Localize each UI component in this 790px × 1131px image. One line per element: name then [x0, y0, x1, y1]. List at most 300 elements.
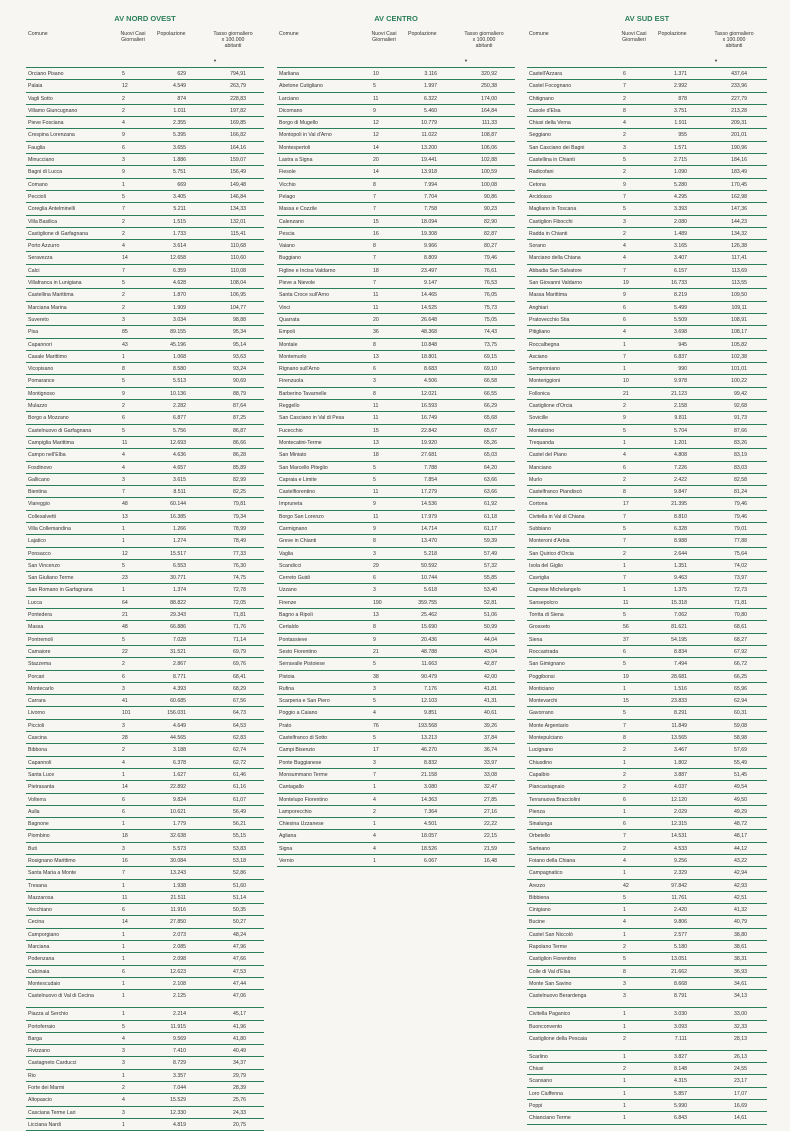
- table-row: [26, 769, 264, 781]
- table-row: [26, 1119, 264, 1131]
- cell-tasso: 65,03: [484, 452, 497, 459]
- cell-popolazione: 11.915: [170, 1023, 186, 1030]
- cell-comune: Monticiano: [529, 685, 555, 692]
- cell-comune: Rapolano Terme: [529, 944, 567, 951]
- table-row: [26, 1033, 264, 1045]
- cell-tasso: 33,97: [484, 759, 497, 766]
- cell-nuovi-casi: 1: [373, 858, 376, 864]
- column-header-comune[interactable]: Comune: [28, 31, 48, 37]
- cell-nuovi-casi: 43: [122, 341, 128, 348]
- cell-comune: Buti: [28, 845, 37, 852]
- cell-tasso: 78,99: [233, 525, 246, 532]
- cell-nuovi-casi: 8: [623, 735, 626, 742]
- cell-nuovi-casi: 5: [122, 1023, 125, 1030]
- cell-popolazione: 29.343: [170, 612, 186, 619]
- cell-nuovi-casi: 6: [122, 808, 125, 815]
- cell-comune: San Gimignano: [529, 661, 565, 668]
- cell-popolazione: 18.801: [421, 353, 437, 360]
- cell-tasso: 104,77: [230, 304, 246, 311]
- cell-popolazione: 5.395: [173, 132, 186, 139]
- cell-popolazione: 8.809: [424, 255, 437, 262]
- cell-popolazione: 5.513: [173, 378, 186, 385]
- table-row: [527, 1008, 767, 1020]
- cell-comune: Montespertoli: [279, 144, 311, 151]
- table-row: [527, 179, 767, 191]
- cell-nuovi-casi: 1: [373, 784, 376, 791]
- cell-popolazione: 1.371: [674, 71, 687, 77]
- column-header-popolazione[interactable]: Popolazione: [658, 31, 687, 37]
- cell-comune: Forte dei Marmi: [28, 1085, 65, 1092]
- cell-tasso: 106,06: [481, 144, 497, 151]
- cell-nuovi-casi: 4: [623, 255, 626, 262]
- table-row: [527, 462, 767, 474]
- cell-popolazione: 20.436: [421, 636, 437, 643]
- column-header-popolazione[interactable]: Popolazione: [408, 31, 437, 37]
- cell-comune: Montevarchi: [529, 698, 558, 705]
- cell-tasso: 57,32: [484, 562, 497, 569]
- section-av-centro: [277, 0, 515, 867]
- cell-popolazione: 3.614: [173, 243, 186, 250]
- cell-popolazione: 10.848: [421, 341, 437, 348]
- cell-comune: Campagnatico: [529, 870, 563, 877]
- cell-comune: Subbiano: [529, 525, 551, 532]
- cell-nuovi-casi: 13: [373, 439, 379, 446]
- cell-tasso: 59,39: [484, 538, 497, 545]
- cell-comune: Mazzarosa: [28, 894, 54, 901]
- cell-tasso: 166,82: [230, 132, 246, 139]
- cell-tasso: 49,54: [734, 784, 747, 791]
- cell-popolazione: 8.988: [674, 538, 687, 545]
- cell-popolazione: 2.029: [674, 808, 687, 815]
- table-row: [527, 400, 767, 412]
- cell-tasso: 90,86: [484, 193, 497, 200]
- table-row: [277, 191, 515, 203]
- cell-tasso: 27,85: [484, 796, 497, 803]
- cell-comune: Capannoli: [28, 759, 52, 766]
- cell-nuovi-casi: 2: [122, 403, 125, 410]
- cell-comune: Figline e Incisa Valdarno: [279, 267, 336, 274]
- cell-tasso: 22,15: [484, 833, 497, 840]
- table-row: [527, 240, 767, 252]
- cell-comune: Villafranca in Lunigiana: [28, 280, 82, 287]
- cell-comune: Bagni di Lucca: [28, 169, 63, 176]
- cell-nuovi-casi: 1: [623, 1078, 626, 1085]
- cell-tasso: 82,99: [233, 476, 246, 483]
- cell-comune: Pietrasanta: [28, 784, 55, 791]
- cell-tasso: 76,61: [484, 267, 497, 274]
- cell-popolazione: 13.470: [421, 538, 437, 545]
- cell-popolazione: 9.847: [674, 489, 687, 496]
- table-row: [527, 781, 767, 793]
- cell-tasso: 50,35: [233, 907, 246, 914]
- cell-comune: Torrita di Siena: [529, 612, 564, 619]
- cell-nuovi-casi: 42: [623, 882, 629, 889]
- cell-popolazione: 629: [177, 71, 186, 77]
- cell-tasso: 36,93: [734, 968, 747, 975]
- cell-popolazione: 50.592: [421, 562, 437, 569]
- table-row: [527, 609, 767, 621]
- cell-nuovi-casi: 5: [122, 636, 125, 643]
- cell-comune: Calcinaia: [28, 968, 50, 975]
- cell-popolazione: 1.201: [674, 439, 687, 446]
- cell-tasso: 42,94: [734, 870, 747, 877]
- cell-tasso: 42,93: [734, 882, 747, 889]
- cell-nuovi-casi: 1: [623, 1090, 626, 1097]
- cell-tasso: 64,53: [233, 722, 246, 729]
- cell-comune: Trequanda: [529, 439, 554, 446]
- cell-nuovi-casi: 2: [623, 169, 626, 176]
- sort-desc-icon[interactable]: ▼: [464, 58, 468, 63]
- table-row: [527, 966, 767, 978]
- cell-popolazione: 12.623: [170, 968, 186, 975]
- cell-popolazione: 2.125: [173, 993, 186, 1000]
- cell-comune: Abetone Cutigliano: [279, 83, 323, 90]
- cell-nuovi-casi: 2: [623, 1066, 626, 1073]
- cell-comune: Castellina Marittima: [28, 292, 74, 299]
- cell-popolazione: 15.517: [170, 550, 186, 557]
- cell-nuovi-casi: 13: [373, 353, 379, 360]
- sort-desc-icon[interactable]: ▼: [714, 58, 718, 63]
- cell-tasso: 55,85: [484, 575, 497, 582]
- cell-comune: Certaldo: [279, 624, 299, 631]
- cell-nuovi-casi: 5: [623, 525, 626, 532]
- cell-popolazione: 12.658: [170, 255, 186, 262]
- cell-tasso: 51,60: [233, 882, 246, 889]
- cell-popolazione: 12.693: [170, 439, 186, 446]
- table-row: [527, 203, 767, 215]
- cell-comune: Rignano sull'Arno: [279, 366, 320, 373]
- cell-nuovi-casi: 21: [373, 648, 379, 655]
- table-row: [277, 671, 515, 683]
- cell-comune: Castell'Azzara: [529, 71, 562, 77]
- table-row: [277, 794, 515, 806]
- cell-nuovi-casi: 23: [122, 575, 128, 582]
- table-row: [527, 707, 767, 719]
- table-row: [277, 326, 515, 338]
- cell-comune: Colle di Val d'Elsa: [529, 968, 571, 975]
- cell-nuovi-casi: 11: [373, 304, 379, 311]
- cell-nuovi-casi: 6: [623, 821, 626, 828]
- table-row: [26, 1070, 264, 1082]
- cell-nuovi-casi: 5: [122, 427, 125, 434]
- cell-comune: Larciano: [279, 95, 299, 102]
- column-header-tasso[interactable]: Tasso giornaliero x 100.000 abitanti: [714, 31, 754, 49]
- column-header-nuovi-casi[interactable]: Nuovi Casi Giornalieri: [371, 31, 397, 43]
- table-row: [26, 1082, 264, 1094]
- cell-popolazione: 6.843: [674, 1115, 687, 1122]
- cell-popolazione: 8.580: [173, 366, 186, 373]
- cell-popolazione: 14.465: [421, 292, 437, 299]
- table-row: [277, 486, 515, 498]
- cell-nuovi-casi: 4: [122, 1097, 125, 1104]
- table-row: [527, 302, 767, 314]
- cell-comune: Anghiari: [529, 304, 549, 311]
- cell-comune: Fiesole: [279, 169, 296, 176]
- cell-popolazione: 8.810: [674, 513, 687, 520]
- cell-tasso: 110,60: [230, 255, 246, 262]
- cell-tasso: 42,51: [734, 894, 747, 901]
- cell-comune: Pitigliano: [529, 329, 551, 336]
- cell-popolazione: 2.073: [173, 931, 186, 938]
- cell-popolazione: 6.553: [173, 562, 186, 569]
- cell-popolazione: 7.226: [674, 464, 687, 471]
- cell-tasso: 66,29: [484, 403, 497, 410]
- cell-tasso: 51,06: [484, 612, 497, 619]
- table-row: [277, 830, 515, 842]
- cell-tasso: 110,08: [230, 267, 246, 274]
- table-row: [277, 240, 515, 252]
- table-row: [527, 486, 767, 498]
- cell-nuovi-casi: 9: [373, 107, 376, 114]
- cell-tasso: 108,17: [731, 329, 747, 336]
- cell-nuovi-casi: 1: [122, 525, 125, 532]
- cell-popolazione: 6.157: [674, 267, 687, 274]
- cell-popolazione: 1.911: [674, 120, 687, 127]
- cell-nuovi-casi: 14: [122, 784, 128, 791]
- cell-popolazione: 1.870: [173, 292, 186, 299]
- cell-comune: Minucciano: [28, 157, 55, 164]
- cell-nuovi-casi: 1: [623, 870, 626, 877]
- table-row: [277, 339, 515, 351]
- cell-popolazione: 14.536: [421, 501, 437, 508]
- cell-tasso: 74,43: [484, 329, 497, 336]
- cell-tasso: 184,16: [731, 157, 747, 164]
- cell-tasso: 100,59: [481, 169, 497, 176]
- cell-comune: Pelago: [279, 193, 296, 200]
- cell-comune: Quarrata: [279, 316, 300, 323]
- cell-nuovi-casi: 8: [623, 968, 626, 975]
- cell-comune: Castiglione di Garfagnana: [28, 230, 88, 237]
- column-header-comune[interactable]: Comune: [279, 31, 299, 37]
- cell-comune: Rosignano Marittimo: [28, 858, 76, 864]
- cell-nuovi-casi: 1: [122, 993, 125, 1000]
- cell-popolazione: 4.808: [674, 452, 687, 459]
- cell-popolazione: 11.663: [421, 661, 437, 668]
- cell-comune: Manciano: [529, 464, 552, 471]
- table-row: [26, 1057, 264, 1069]
- cell-tasso: 24,33: [233, 1109, 246, 1116]
- cell-nuovi-casi: 14: [122, 255, 128, 262]
- cell-tasso: 49,50: [734, 796, 747, 803]
- cell-comune: Seggiano: [529, 132, 551, 139]
- cell-comune: San Vincenzo: [28, 562, 60, 569]
- cell-nuovi-casi: 14: [122, 919, 128, 926]
- cell-popolazione: 2.715: [674, 157, 687, 164]
- cell-tasso: 79,46: [734, 501, 747, 508]
- column-header-comune[interactable]: Comune: [529, 31, 549, 37]
- cell-nuovi-casi: 5: [623, 612, 626, 619]
- table-row: [277, 572, 515, 584]
- cell-popolazione: 9.256: [674, 858, 687, 864]
- cell-nuovi-casi: 19: [623, 673, 629, 680]
- cell-comune: Porto Azzurro: [28, 243, 60, 250]
- table-row: [527, 1075, 767, 1087]
- cell-tasso: 53,83: [233, 845, 246, 852]
- cell-popolazione: 8.729: [173, 1060, 186, 1067]
- section-title: AV NORD OVEST: [114, 14, 176, 23]
- cell-popolazione: 60.685: [170, 698, 186, 705]
- cell-comune: Santa Luce: [28, 771, 55, 778]
- cell-comune: Castel San Niccolò: [529, 931, 573, 938]
- cell-tasso: 109,11: [731, 304, 747, 311]
- cell-tasso: 28,13: [734, 1035, 747, 1042]
- cell-tasso: 93,63: [233, 353, 246, 360]
- table-row: [527, 621, 767, 633]
- cell-tasso: 62,74: [233, 747, 246, 754]
- cell-tasso: 47,06: [233, 993, 246, 1000]
- cell-popolazione: 2.422: [674, 476, 687, 483]
- cell-popolazione: 81.621: [671, 624, 687, 631]
- cell-tasso: 61,92: [484, 501, 497, 508]
- cell-comune: Bucine: [529, 919, 545, 926]
- cell-tasso: 250,38: [481, 83, 497, 90]
- cell-comune: San Giovanni Valdarno: [529, 280, 582, 287]
- table-row: [26, 781, 264, 793]
- column-header-tasso[interactable]: Tasso giornaliero x 100.000 abitanti: [213, 31, 253, 49]
- cell-popolazione: 54.195: [671, 636, 687, 643]
- cell-popolazione: 13.213: [421, 735, 437, 742]
- cell-nuovi-casi: 18: [373, 267, 379, 274]
- table-row: [26, 388, 264, 400]
- cell-comune: Vagli Sotto: [28, 95, 53, 102]
- cell-nuovi-casi: 1: [122, 1121, 125, 1128]
- cell-tasso: 80,27: [484, 243, 497, 250]
- cell-comune: Seravezza: [28, 255, 53, 262]
- cell-tasso: 20,75: [233, 1121, 246, 1128]
- cell-nuovi-casi: 21: [122, 612, 128, 619]
- table-row: [277, 129, 515, 141]
- table-row: [277, 252, 515, 264]
- cell-popolazione: 7.044: [173, 1085, 186, 1092]
- table-row: [26, 523, 264, 535]
- table-row: [527, 941, 767, 953]
- cell-tasso: 169,85: [230, 120, 246, 127]
- cell-tasso: 76,05: [484, 292, 497, 299]
- cell-comune: San Casciano in Val di Pesa: [279, 415, 345, 422]
- cell-tasso: 108,04: [230, 280, 246, 287]
- cell-nuovi-casi: 7: [122, 489, 125, 496]
- table-row: [26, 609, 264, 621]
- cell-popolazione: 18.526: [421, 845, 437, 852]
- table-row: [26, 658, 264, 670]
- cell-comune: San Romano in Garfagnana: [28, 587, 93, 594]
- table-row: [26, 929, 264, 941]
- cell-tasso: 42,00: [484, 673, 497, 680]
- cell-tasso: 74,75: [233, 575, 246, 582]
- column-header-nuovi-casi[interactable]: Nuovi Casi Giornalieri: [120, 31, 146, 43]
- cell-comune: Sinalunga: [529, 821, 553, 828]
- cell-tasso: 24,55: [734, 1066, 747, 1073]
- cell-popolazione: 5.509: [674, 316, 687, 323]
- table-row: [26, 425, 264, 437]
- cell-comune: Caprese Michelangelo: [529, 587, 581, 594]
- table-row: [527, 572, 767, 584]
- table-row: [26, 1008, 264, 1020]
- cell-popolazione: 5.704: [674, 427, 687, 434]
- table-row: [277, 658, 515, 670]
- cell-popolazione: 4.533: [674, 845, 687, 852]
- cell-popolazione: 4.819: [173, 1121, 186, 1128]
- cell-nuovi-casi: 8: [373, 341, 376, 348]
- cell-nuovi-casi: 3: [623, 218, 626, 225]
- section-av-nord-ovest: [26, 0, 264, 1131]
- table-row: [26, 105, 264, 117]
- cell-tasso: 69,79: [233, 648, 246, 655]
- cell-popolazione: 3.407: [674, 255, 687, 262]
- cell-comune: Orbetello: [529, 833, 551, 840]
- cell-tasso: 146,84: [230, 193, 246, 200]
- cell-tasso: 26,13: [734, 1053, 747, 1060]
- cell-popolazione: 5.460: [424, 107, 437, 114]
- table-row: [277, 68, 515, 80]
- table-row: [527, 191, 767, 203]
- cell-tasso: 62,72: [233, 759, 246, 766]
- cell-tasso: 109,50: [731, 292, 747, 299]
- cell-popolazione: 3.827: [674, 1053, 687, 1060]
- cell-tasso: 102,88: [481, 157, 497, 164]
- cell-comune: Vaglia: [279, 550, 294, 557]
- cell-tasso: 78,49: [233, 538, 246, 545]
- cell-comune: Piccioli: [28, 722, 45, 729]
- cell-comune: Chitignano: [529, 95, 554, 102]
- cell-tasso: 213,28: [731, 107, 747, 114]
- cell-nuovi-casi: 12: [373, 132, 379, 139]
- table-row: [527, 978, 767, 990]
- cell-popolazione: 32.638: [170, 833, 186, 840]
- table-row: [26, 351, 264, 363]
- cell-nuovi-casi: 2: [122, 95, 125, 102]
- table-row: [277, 363, 515, 375]
- cell-tasso: 81,24: [734, 489, 747, 496]
- cell-popolazione: 4.649: [173, 722, 186, 729]
- column-header-popolazione[interactable]: Popolazione: [157, 31, 186, 37]
- table-row: [26, 880, 264, 892]
- cell-popolazione: 2.644: [674, 550, 687, 557]
- cell-nuovi-casi: 5: [623, 206, 626, 213]
- cell-tasso: 147,36: [731, 206, 747, 213]
- cell-nuovi-casi: 1: [122, 181, 125, 188]
- cell-tasso: 67,92: [734, 648, 747, 655]
- cell-comune: Semproniano: [529, 366, 560, 373]
- cell-tasso: 197,82: [230, 107, 246, 114]
- table-row: [26, 228, 264, 240]
- table-row: [277, 117, 515, 129]
- table-row: [26, 437, 264, 449]
- column-header-nuovi-casi[interactable]: Nuovi Casi Giornalieri: [621, 31, 647, 43]
- cell-tasso: 37,84: [484, 735, 497, 742]
- cell-nuovi-casi: 1: [623, 1011, 626, 1018]
- cell-comune: Calenzano: [279, 218, 304, 225]
- cell-comune: Carmignano: [279, 525, 308, 532]
- cell-comune: Pistoia: [279, 673, 295, 680]
- cell-tasso: 61,18: [484, 513, 497, 520]
- cell-tasso: 68,27: [734, 636, 747, 643]
- cell-tasso: 41,31: [484, 698, 497, 705]
- cell-nuovi-casi: 1: [623, 562, 626, 569]
- cell-nuovi-casi: 38: [373, 673, 379, 680]
- cell-popolazione: 6.322: [424, 95, 437, 102]
- sort-desc-icon[interactable]: ▼: [213, 58, 217, 63]
- cell-comune: Rio: [28, 1072, 36, 1079]
- cell-nuovi-casi: 85: [122, 329, 128, 336]
- table-header: [277, 27, 515, 68]
- cell-nuovi-casi: 13: [122, 513, 128, 520]
- table-row: [26, 265, 264, 277]
- cell-comune: Santa Croce sull'Arno: [279, 292, 330, 299]
- column-header-tasso[interactable]: Tasso giornaliero x 100.000 abitanti: [464, 31, 504, 49]
- cell-comune: Castelfiorentino: [279, 489, 316, 496]
- cell-nuovi-casi: 3: [122, 685, 125, 692]
